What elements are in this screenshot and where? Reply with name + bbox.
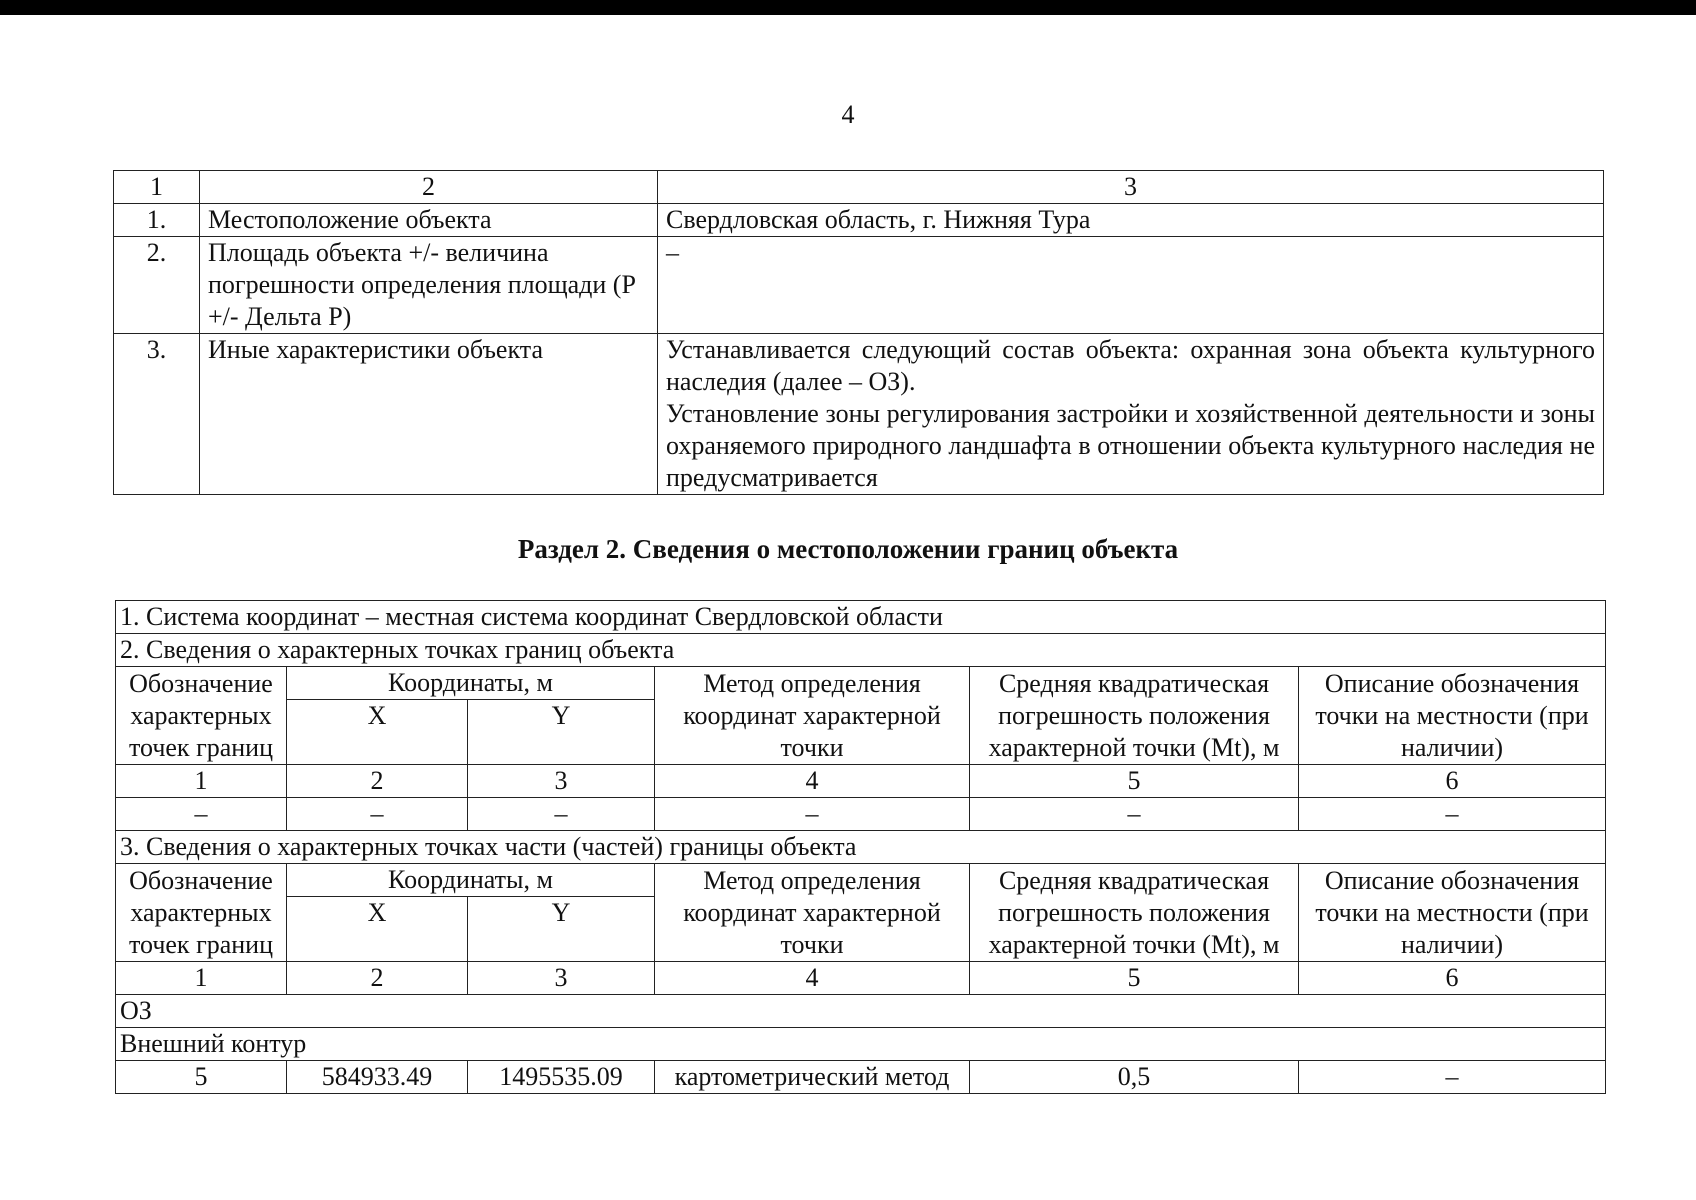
table-row [116,1061,1606,1094]
designation-header: Обозначение характерных точек границ [116,864,287,962]
row-number: 2. [114,237,200,334]
column-number-row [116,962,1606,995]
zone-label-row: ОЗ [116,995,1606,1028]
column-number: 5 [970,962,1299,995]
header-cell: 1 [114,171,200,204]
object-characteristics-table [113,170,1604,495]
method-header: Метод определения координат характерной точки [655,864,970,962]
row-value: – [658,237,1604,334]
column-number: 4 [655,765,970,798]
point-description: – [1299,1061,1606,1094]
table-header-row [116,667,1606,700]
value-paragraph: Устанавливается следующий состав объекта: охранная зона объекта культурного наследия (далее – ОЗ). [666,335,1595,396]
table-cell: – [116,798,287,831]
table-row [114,334,1604,495]
row-label: Местоположение объекта [200,204,658,237]
row-number: 3. [114,334,200,495]
point-y: 1495535.09 [468,1061,655,1094]
row-value: Свердловская область, г. Нижняя Тура [658,204,1604,237]
point-method: картометрический метод [655,1061,970,1094]
row-label: Площадь объекта +/- величина погрешности определения площади (Р +/- Дельта Р) [200,237,658,334]
description-header: Описание обозначения точки на местности (при наличии) [1299,864,1606,962]
table-row [116,1028,1606,1061]
column-number-row [116,765,1606,798]
section-title: Раздел 2. Сведения о местоположении границ объекта [517,534,1179,564]
header-cell: 2 [200,171,658,204]
table-row [116,798,1606,831]
boundary-points-table [115,600,1606,1094]
column-number: 1 [116,962,287,995]
column-number: 2 [287,962,468,995]
coord-system-row: 1. Система координат – местная система координат Свердловской области [116,601,1606,634]
value-paragraph: Установление зоны регулирования застройки и хозяйственной деятельности и зоны охраняемого природного ландшафта в отношении объекта культурного наследия не предусматривается [666,399,1595,492]
column-number: 1 [116,765,287,798]
table-header-row [116,864,1606,897]
column-number: 6 [1299,765,1606,798]
table-cell: – [970,798,1299,831]
table-row [116,831,1606,864]
x-header: X [287,897,468,962]
table-cell: – [468,798,655,831]
header-cell: 3 [658,171,1604,204]
row-value [658,334,1604,495]
coords-header: Координаты, м [287,864,655,897]
designation-header: Обозначение характерных точек границ [116,667,287,765]
points-title-row: 2. Сведения о характерных точках границ объекта [116,634,1606,667]
method-header: Метод определения координат характерной точки [655,667,970,765]
error-header: Средняя квадратическая погрешность положения характерной точки (Mt), м [970,667,1299,765]
column-number: 5 [970,765,1299,798]
description-header: Описание обозначения точки на местности (при наличии) [1299,667,1606,765]
row-label: Иные характеристики объекта [200,334,658,495]
top-border-bar [0,0,1696,15]
row-number: 1. [114,204,200,237]
column-number: 3 [468,765,655,798]
table-cell: – [287,798,468,831]
x-header: X [287,700,468,765]
y-header: Y [468,700,655,765]
contour-label-row: Внешний контур [116,1028,1606,1061]
column-number: 4 [655,962,970,995]
point-error: 0,5 [970,1061,1299,1094]
table-header-row [114,171,1604,204]
page-number: 4 [841,100,855,129]
table-cell: – [1299,798,1606,831]
coords-header: Координаты, м [287,667,655,700]
table-row [116,601,1606,634]
error-header: Средняя квадратическая погрешность положения характерной точки (Mt), м [970,864,1299,962]
column-number: 3 [468,962,655,995]
table-row [116,634,1606,667]
table-row [116,995,1606,1028]
y-header: Y [468,897,655,962]
point-designation: 5 [116,1061,287,1094]
column-number: 6 [1299,962,1606,995]
table-row [114,237,1604,334]
table-cell: – [655,798,970,831]
table-row [114,204,1604,237]
column-number: 2 [287,765,468,798]
parts-title-row: 3. Сведения о характерных точках части (частей) границы объекта [116,831,1606,864]
point-x: 584933.49 [287,1061,468,1094]
